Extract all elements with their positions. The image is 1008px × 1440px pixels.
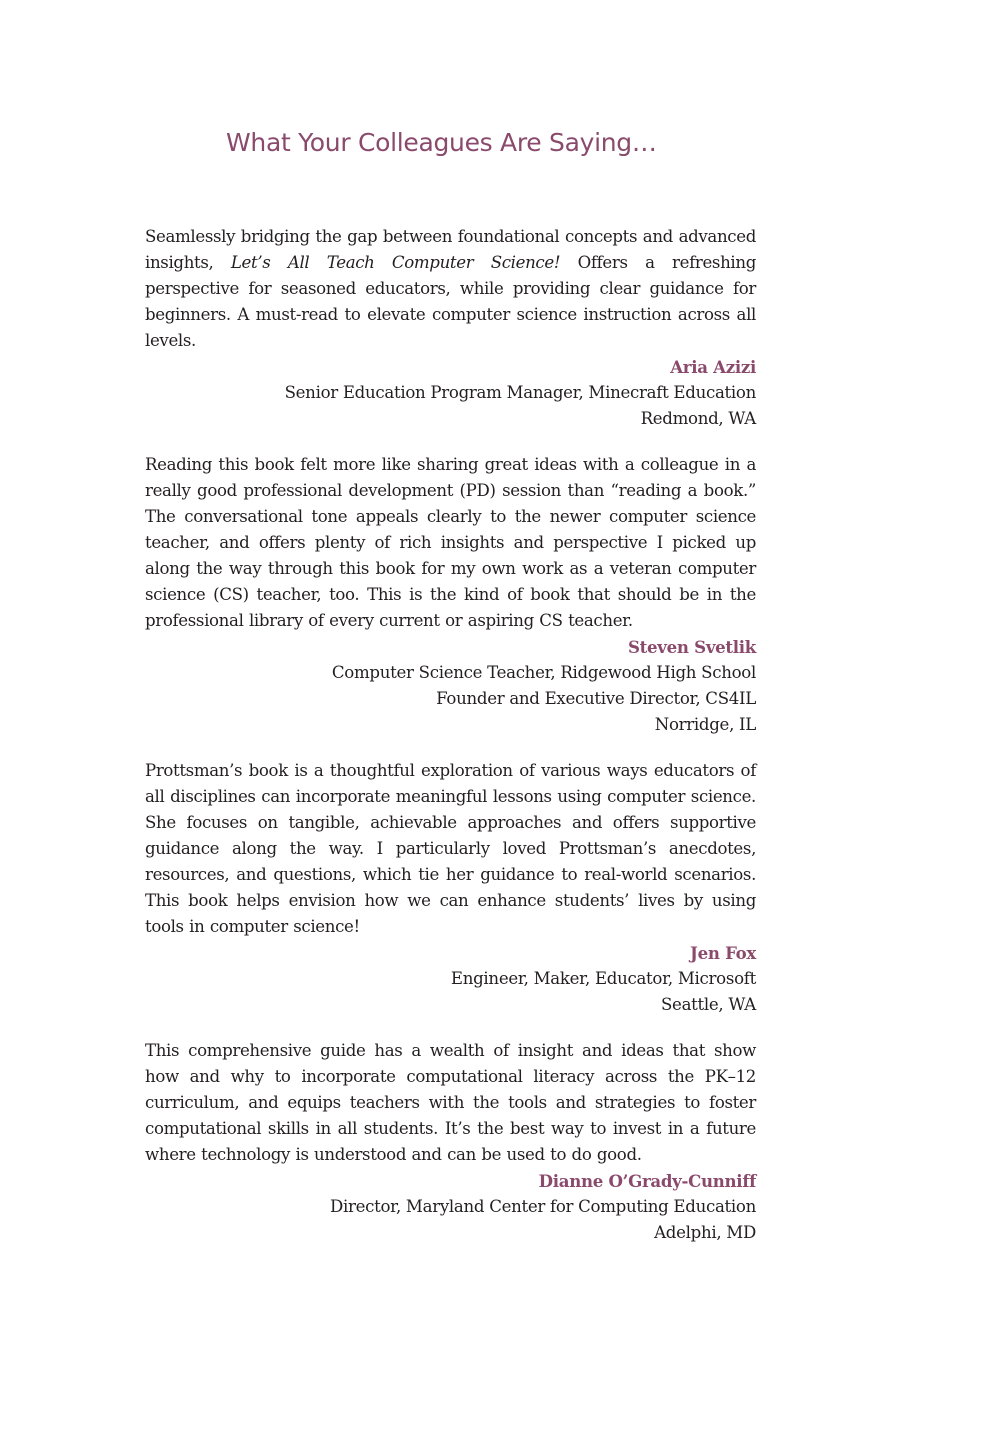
endorser-location: Seattle, WA (660, 995, 756, 1014)
endorsement-attribution (145, 1168, 756, 1246)
endorsement-attribution (145, 634, 756, 738)
endorser-title-secondary: Founder and Executive Director, CS4IL (436, 689, 756, 708)
endorsement-quote (145, 224, 756, 354)
book-title-italic: Let’s All Teach Computer Science! (230, 253, 561, 272)
endorser-name: Steven Svetlik (628, 637, 756, 657)
endorser-name: Aria Azizi (670, 357, 756, 377)
endorsement-dianne-ogrady-cunniff (145, 1038, 756, 1246)
endorsement-quote: Reading this book felt more like sharing great ideas with a colleague in a really good professional development (PD) session than “reading a book.” The conversational tone appeals clearly to the newer computer science teacher, and offers plenty of rich insights and perspective I picked up along the way through this book for my own work as a veteran computer science (CS) teacher, too. This is the kind of book that should be in the professional library of every current or aspiring CS teacher. (145, 455, 756, 630)
endorser-location: Norridge, IL (654, 715, 756, 734)
endorsement-steven-svetlik (145, 452, 756, 738)
page-title: What Your Colleagues Are Saying… (226, 128, 657, 157)
endorsement-jen-fox (145, 758, 756, 1018)
endorsements-column (145, 224, 756, 1266)
endorser-location: Redmond, WA (640, 409, 756, 428)
endorsement-quote: Prottsman’s book is a thoughtful exploration of various ways educators of all disciplines can incorporate meaningful lessons using computer science. She focuses on tangible, achievable approaches and offers supportive guidance along the way. I particularly loved Prottsman’s anecdotes, resources, and questions, which tie her guidance to real-world scenarios. This book helps envision how we can enhance students’ lives by using tools in computer science! (145, 761, 756, 936)
endorser-name: Dianne O’Grady-Cunniff (538, 1171, 756, 1191)
quote-text: Seamlessly bridging the gap between foundational concepts and advanced insights, (145, 227, 756, 272)
endorsement-quote: This comprehensive guide has a wealth of insight and ideas that show how and why to incorporate computational literacy across the PK–12 curriculum, and equips teachers with the tools and strategies to foster computational skills in all students. It’s the best way to invest in a future where technology is understood and can be used to do good. (145, 1041, 756, 1164)
endorser-title: Director, Maryland Center for Computing Education (329, 1197, 756, 1216)
endorsement-aria-azizi (145, 224, 756, 432)
endorser-title: Computer Science Teacher, Ridgewood High School (331, 663, 756, 682)
endorser-name: Jen Fox (690, 943, 756, 963)
endorser-location: Adelphi, MD (654, 1223, 756, 1242)
endorsement-attribution (145, 940, 756, 1018)
endorser-title: Senior Education Program Manager, Minecraft Education (284, 383, 756, 402)
endorser-title: Engineer, Maker, Educator, Microsoft (450, 969, 756, 988)
quote-text: Offers a refreshing perspective for seasoned educators, while providing clear guidance for beginners. A must-read to elevate computer science instruction across all levels. (145, 253, 756, 350)
endorsement-attribution (145, 354, 756, 432)
